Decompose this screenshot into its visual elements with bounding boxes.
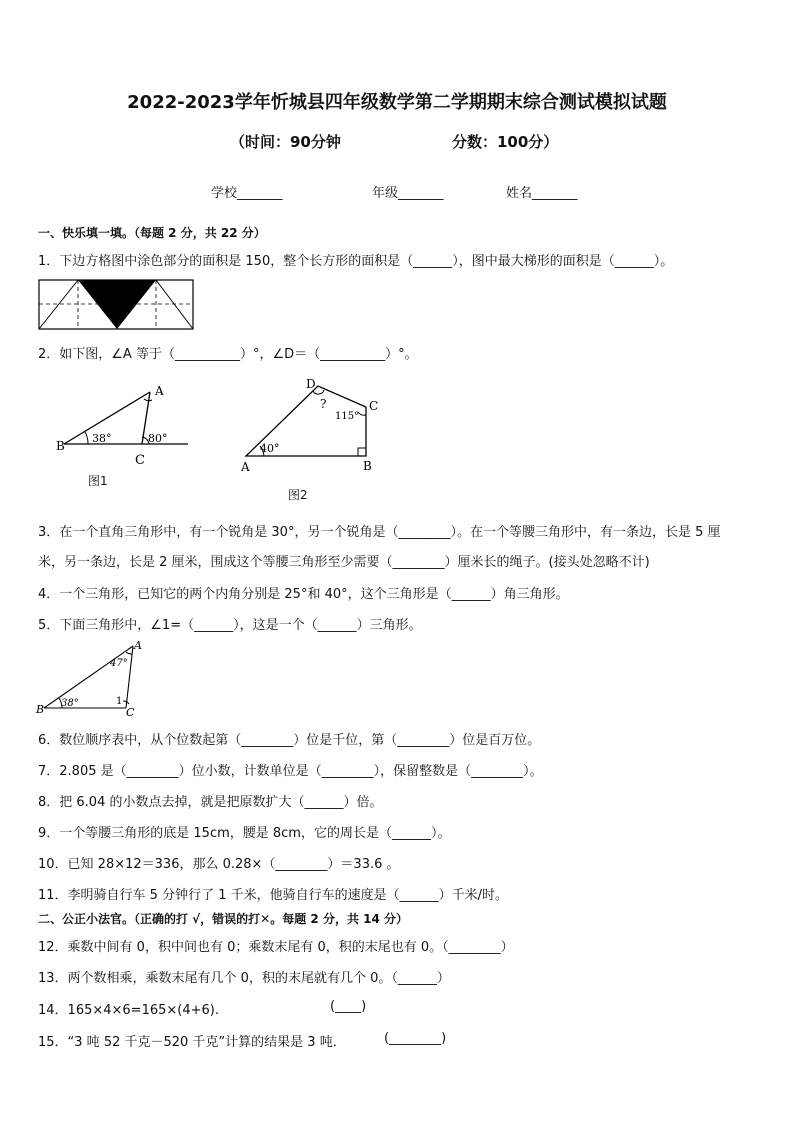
grid-figure	[38, 279, 194, 331]
fig2-label-d: D	[306, 377, 316, 391]
question-15: 15．“3 吨 52 千克－520 千克”计算的结果是 3 吨．	[38, 1035, 346, 1050]
question-11: 11．李明骑自行车 5 分钟行了 1 千米，他骑自行车的速度是（______）千米/时。	[38, 888, 508, 903]
score-label: 分数：100分）	[452, 133, 559, 151]
fig1-label-c: C	[135, 453, 145, 468]
fig2-unknown: ?	[320, 397, 327, 411]
question-3-line-1: 3．在一个直角三角形中，有一个锐角是 30°，另一个锐角是（________）。在一个等腰三角形中，有一条边，长是 5 厘	[38, 525, 721, 540]
question-1: 1．下边方格图中涂色部分的面积是 150，整个长方形的面积是（______），图中最大梯形的面积是（______）。	[38, 254, 674, 269]
question-15-blank: (________)	[384, 1031, 447, 1046]
figure-1	[56, 382, 196, 492]
question-9: 9．一个等腰三角形的底是 15cm，腰是 8cm，它的周长是（______）。	[38, 826, 451, 841]
fig3-label-b: B	[36, 703, 45, 716]
question-7: 7．2.805 是（________）位小数，计数单位是（________），保留整数是（________）。	[38, 764, 543, 779]
question-2: 2．如下图，∠A 等于（__________）°，∠D＝（__________）°。	[38, 347, 418, 362]
question-6: 6．数位顺序表中，从个位数起第（________）位是千位，第（________）位是百万位。	[38, 733, 541, 748]
question-14: 14．165×4×6=165×(4+6).	[38, 1003, 219, 1018]
fig3-label-c: C	[126, 706, 135, 719]
question-10: 10．已知 28×12＝336，那么 0.28×（________）＝33.6 。	[38, 857, 400, 872]
fig1-angle-c: 80°	[148, 432, 168, 445]
fig1-label-b: B	[56, 439, 65, 453]
fig3-angle-a: 47°	[110, 658, 128, 669]
fig2-angle-a: 40°	[260, 442, 280, 455]
page-title: 2022-2023学年忻城县四年级数学第二学期期末综合测试模拟试题	[127, 92, 667, 113]
question-3-line-2: 米，另一条边，长是 2 厘米，围成这个等腰三角形至少需要（________）厘米长的绳子。(接头处忽略不计)	[38, 555, 650, 570]
fig2-label-c: C	[369, 399, 379, 413]
figure-3	[36, 638, 146, 718]
figure-1-caption: 图1	[88, 474, 108, 488]
fig1-angle-b: 38°	[92, 432, 112, 445]
name-field: 姓名_______	[506, 186, 578, 201]
fig3-angle-1: 1	[116, 696, 123, 707]
section-2-heading: 二、公正小法官。（正确的打 √，错误的打✕。每题 2 分，共 14 分）	[38, 912, 408, 926]
school-field: 学校_______	[211, 186, 283, 201]
question-14-blank: (____)	[330, 999, 367, 1014]
figure-2	[240, 374, 385, 474]
question-12: 12．乘数中间有 0，积中间也有 0；乘数末尾有 0，积的末尾也有 0。（________）	[38, 940, 514, 955]
question-13: 13．两个数相乘，乘数末尾有几个 0，积的末尾就有几个 0。（______）	[38, 971, 450, 986]
fig2-label-b: B	[363, 459, 372, 473]
fig2-label-a: A	[241, 460, 250, 474]
fig3-label-a: A	[134, 639, 142, 652]
fig2-angle-c: 115°	[335, 411, 360, 422]
question-5: 5．下面三角形中，∠1=（______），这是一个（______）三角形。	[38, 618, 422, 633]
figure-2-caption: 图2	[288, 488, 308, 502]
grade-field: 年级_______	[372, 186, 444, 201]
fig1-label-a: A	[155, 384, 164, 398]
question-4: 4．一个三角形，已知它的两个内角分别是 25°和 40°，这个三角形是（______）角三角形。	[38, 587, 569, 602]
section-1-heading: 一、快乐填一填。（每题 2 分，共 22 分）	[38, 226, 266, 240]
question-8: 8．把 6.04 的小数点去掉，就是把原数扩大（______）倍。	[38, 795, 383, 810]
time-label: （时间：90分钟	[230, 133, 341, 151]
fig3-angle-b: 38°	[61, 698, 79, 709]
